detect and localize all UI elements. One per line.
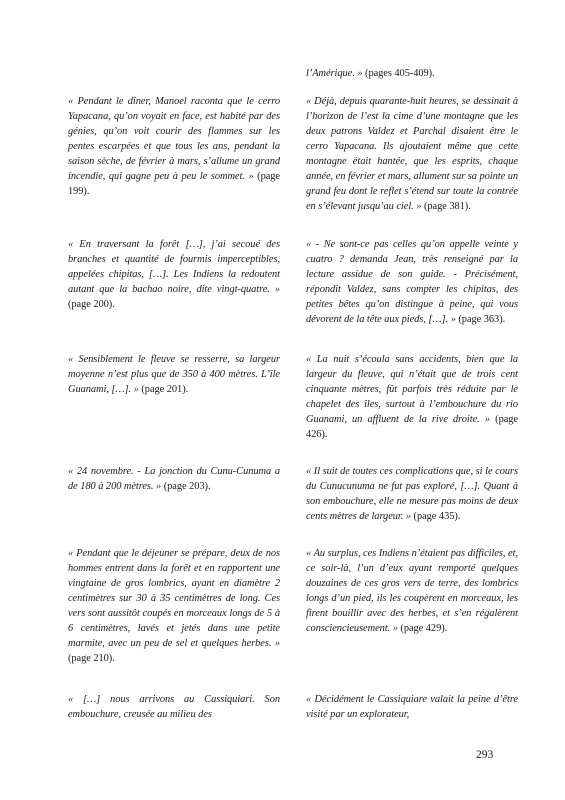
page-reference: (page 363). bbox=[455, 314, 506, 325]
quote-text: « Pendant le dîner, Manoel raconta que le cerro Yapacana, qu’on voyait en face, est habité par des génies, qu’on voit courir des flammes sur les pentes escarpées et que tous les ans, pendant la saison sèche, de février à mars, s’allume un grand incendie, qui gagne peu à peu le sommet. » bbox=[68, 96, 280, 182]
page-reference: (page 200). bbox=[68, 299, 115, 310]
quote-left-2 bbox=[68, 237, 280, 312]
quote-left-5 bbox=[68, 546, 280, 666]
quote-left-3 bbox=[68, 352, 280, 397]
quote-text: « - Ne sont-ce pas celles qu’on appelle veinte y cuatro ? demanda Jean, très renseigné par la lecture assidue de son guide. - Précisément, répondit Valdez, sans compter les chipitas, des petites bêtes qu’on distingue à peine, qui vous dévorent de la tête aux pieds, […]. » bbox=[306, 239, 518, 325]
quote-right-3 bbox=[306, 352, 518, 442]
page-reference: (page 429). bbox=[397, 623, 448, 634]
page-reference: (page 210). bbox=[68, 653, 115, 664]
page-reference: (page 199). bbox=[68, 171, 280, 197]
quote-text: « Décidément le Cassiquiare valait la peine d’être visité par un explorateur, bbox=[306, 694, 518, 720]
page-reference: (page 435). bbox=[411, 511, 461, 522]
quote-text: « […] nous arrivons au Cassiquiari. Son embouchure, creusée au milieu des bbox=[68, 694, 280, 720]
quote-text: « Sensiblement le fleuve se resserre, sa largeur moyenne n’est plus que de 350 à 400 mètres. L’île Guanami, […]. » bbox=[68, 354, 280, 395]
quote-right-1 bbox=[306, 94, 518, 214]
page-reference: (page 201). bbox=[138, 384, 189, 395]
quote-right-0 bbox=[306, 66, 518, 81]
page-reference: (pages 405-409). bbox=[362, 68, 435, 79]
quote-left-1 bbox=[68, 94, 280, 199]
quote-text: l’Amérique. » bbox=[306, 68, 363, 79]
quote-left-4 bbox=[68, 464, 280, 494]
quote-text: « En traversant la forêt […], j’ai secoué des branches et quantité de fourmis imperceptibles, appelées chipitas, […]. Les Indiens la redoutent autant que la bachao noire, dite vingt-quatre. » bbox=[68, 239, 280, 295]
quote-text: « 24 novembre. - La jonction du Cunu-Cunuma a de 180 à 200 mètres. » bbox=[68, 466, 280, 492]
page-reference: (page 426). bbox=[306, 414, 518, 440]
quote-right-2 bbox=[306, 237, 518, 327]
quote-right-6 bbox=[306, 692, 518, 722]
quote-text: « La nuit s’écoula sans accidents, bien que la largeur du fleuve, qui n’était que de trois cent cinquante mètres, fût parfois très réduite par le chapelet des îles, surtout à l’embouchure du rio Guanami, un affluent de la rive droite. » bbox=[306, 354, 518, 425]
quote-left-6 bbox=[68, 692, 280, 722]
quote-text: « Pendant que le déjeuner se prépare, deux de nos hommes entrent dans la forêt et en rapportent une vingtaine de gros lombrics, ayant en diamètre 2 centimètres sur 30 à 35 centimètres de long. Ces vers sont aussitôt coupés en morceaux longs de 5 à 6 centimètres, lavés et jetés dans une petite marmite, avec un peu de sel et quelques herbes. » bbox=[68, 548, 280, 649]
quote-text: « Au surplus, ces Indiens n’étaient pas difficiles, et, ce soir-là, l’un d’eux ayant remporté quelques douzaines de ces gros vers de terre, des lombrics longs d’un pied, ils les coupèrent en morceaux, les firent bouillir avec des herbes, et s’en régalèrent consciencieusement. » bbox=[306, 548, 518, 634]
quote-right-4 bbox=[306, 464, 518, 524]
quote-right-5 bbox=[306, 546, 518, 636]
quote-text: « Déjà, depuis quarante-huit heures, se dessinait à l’horizon de l’est la cime d’une montagne que les deux patrons Valdez et Parchal disaient être le cerro Yapacana. Ils ajoutaient même que cette montagne était hantée, que les esprits, chaque année, en février et mars, allument sur sa pointe un grand feu dont le reflet s’étend sur toute la contrée en s’élevant jusqu’au ciel. » bbox=[306, 96, 518, 212]
page-number: 293 bbox=[476, 749, 494, 761]
page-reference: (page 203). bbox=[161, 481, 211, 492]
quote-text: « Il suit de toutes ces complications que, si le cours du Cunucunuma ne fut pas exploré, […]. Quant à son embouchure, elle ne mesure pas moins de deux cents mètres de largeur. » bbox=[306, 466, 518, 522]
page-reference: (page 381). bbox=[421, 201, 471, 212]
